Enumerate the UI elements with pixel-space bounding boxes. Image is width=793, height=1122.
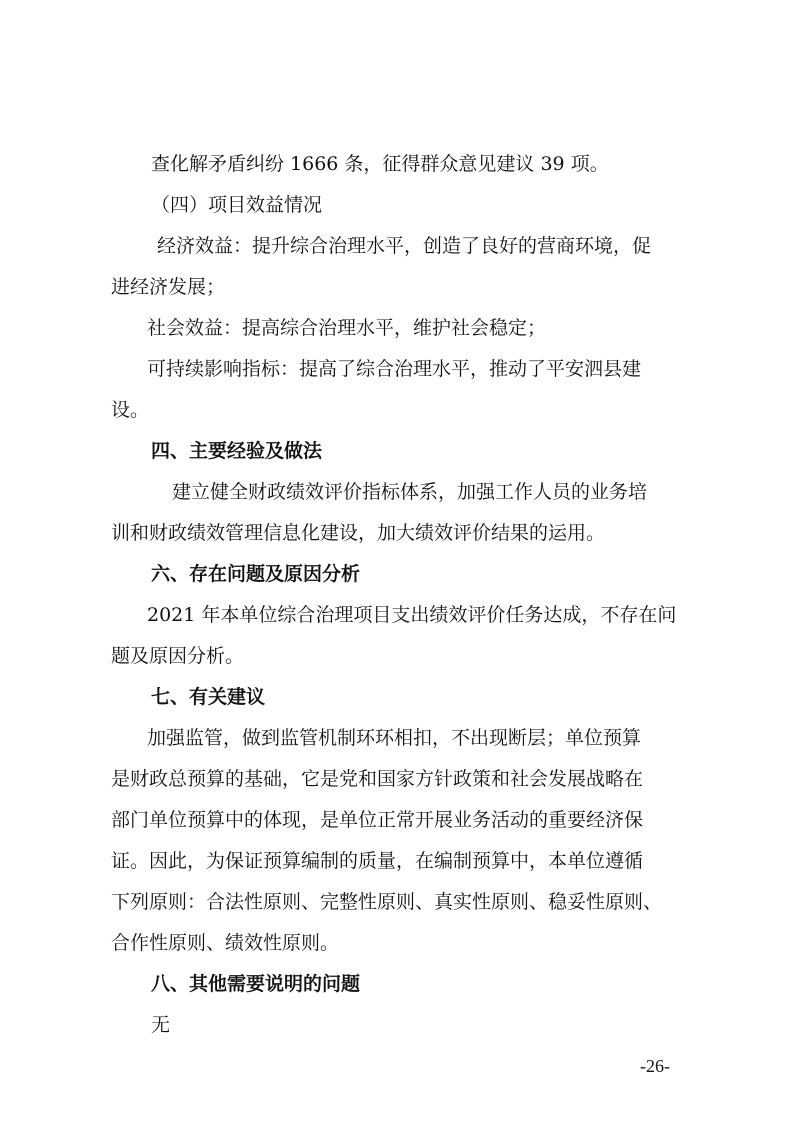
body-line: 是财政总预算的基础，它是党和国家方针政策和社会发展战略在 — [111, 768, 644, 790]
body-line: 建立健全财政绩效评价指标体系，加强工作人员的业务培 — [172, 481, 648, 503]
body-line: 社会效益：提高综合治理水平，维护社会稳定； — [147, 317, 547, 339]
body-line: 加强监管，做到监管机制环环相扣，不出现断层；单位预算 — [147, 727, 642, 749]
section-heading-6: 六、存在问题及原因分析 — [151, 563, 361, 585]
body-line: 查化解矛盾纠纷 1666 条，征得群众意见建议 39 项。 — [151, 153, 609, 175]
body-line: 经济效益：提升综合治理水平，创造了良好的营商环境，促 — [157, 235, 652, 257]
section-heading-7: 七、有关建议 — [151, 686, 266, 708]
body-line: 无 — [151, 1014, 171, 1036]
page-number: -26- — [640, 1056, 670, 1076]
body-line: 2021 年本单位综合治理项目支出绩效评价任务达成，不存在问 — [147, 604, 677, 626]
body-line: 合作性原则、绩效性原则。 — [111, 932, 340, 954]
section-heading-4: 四、主要经验及做法 — [151, 440, 323, 462]
body-line: 训和财政绩效管理信息化建设，加大绩效评价结果的运用。 — [111, 522, 606, 544]
body-line: 证。因此，为保证预算编制的质量，在编制预算中，本单位遵循 — [111, 850, 644, 872]
body-line: 部门单位预算中的体现，是单位正常开展业务活动的重要经济保 — [111, 809, 644, 831]
section-heading-8: 八、其他需要说明的问题 — [151, 973, 361, 995]
body-line: 进经济发展； — [111, 276, 226, 298]
body-line: 设。 — [111, 399, 150, 421]
body-line: 可持续影响指标：提高了综合治理水平，推动了平安泗县建 — [147, 358, 642, 380]
body-line: 下列原则：合法性原则、完整性原则、真实性原则、稳妥性原则、 — [111, 891, 663, 913]
body-line: 题及原因分析。 — [111, 645, 245, 667]
subheading: （四）项目效益情况 — [151, 194, 323, 216]
